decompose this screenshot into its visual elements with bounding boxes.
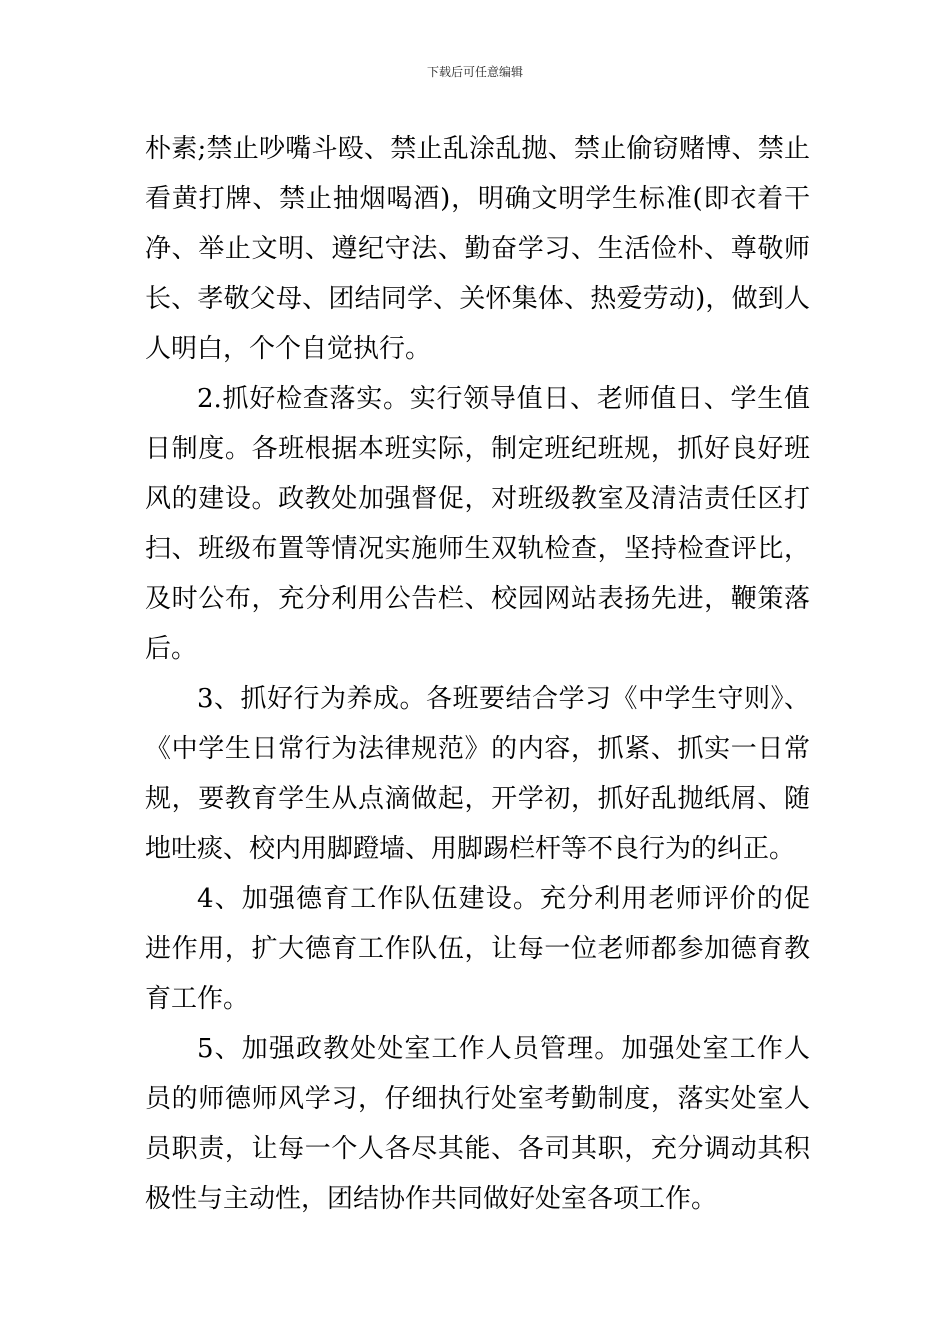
paragraph-item-5: 5、加强政教处处室工作人员管理。加强处室工作人员的师德师风学习，仔细执行处室考勤制度，落实处室人员职责，让每一个人各尽其能、各司其职，充分调动其积极性与主动性，团结协作共同做好处室各项工作。: [145, 1034, 810, 1214]
paragraph-item-4: 4、加强德育工作队伍建设。充分利用老师评价的促进作用，扩大德育工作队伍，让每一位老师都参加德育教育工作。: [145, 884, 810, 1014]
page-header: 下载后可任意编辑: [426, 65, 523, 79]
document-body: [145, 124, 810, 1224]
paragraph-continuation: 朴素;禁止吵嘴斗殴、禁止乱涂乱抛、禁止偷窃赌博、禁止看黄打牌、禁止抽烟喝酒)，明确文明学生标准(即衣着干净、举止文明、遵纪守法、勤奋学习、生活俭朴、尊敬师长、孝敬父母、团结同学、关怀集体、热爱劳动)，做到人人明白，个个自觉执行。: [145, 134, 810, 364]
paragraph-item-2: 2.抓好检查落实。实行领导值日、老师值日、学生值日制度。各班根据本班实际，制定班纪班规，抓好良好班风的建设。政教处加强督促，对班级教室及清洁责任区打扫、班级布置等情况实施师生双轨检查，坚持检查评比，及时公布，充分利用公告栏、校园网站表扬先进，鞭策落后。: [145, 384, 810, 664]
paragraph-item-3: 3、抓好行为养成。各班要结合学习《中学生守则》、《中学生日常行为法律规范》的内容，抓紧、抓实一日常规，要教育学生从点滴做起，开学初，抓好乱抛纸屑、随地吐痰、校内用脚蹬墙、用脚踢栏杆等不良行为的纠正。: [145, 684, 810, 864]
